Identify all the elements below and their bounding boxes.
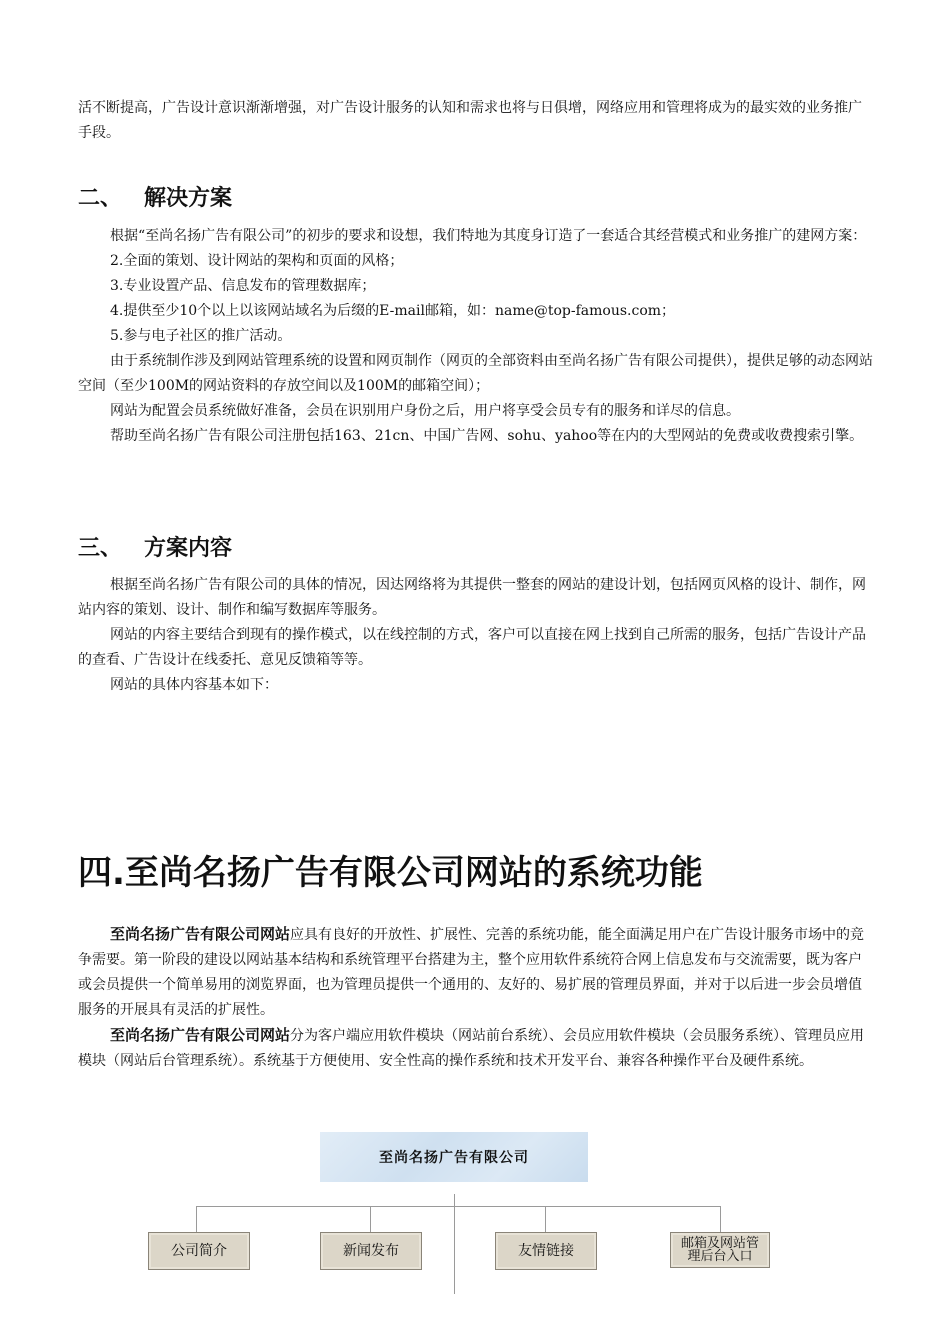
- section-2-number: 二、: [78, 186, 123, 211]
- connector-line: [454, 1194, 455, 1294]
- list-item: 3.专业设置产品、信息发布的管理数据库；: [110, 278, 376, 294]
- diagram-node-news: 新闻发布: [320, 1232, 422, 1270]
- intro-section: [78, 96, 873, 146]
- paragraph: [78, 922, 873, 1023]
- paragraph-text: 应具有良好的开放性、扩展性、完善的系统功能，能全面满足用户在广告设计服务市场中的竞争需要。第一阶段的建设以网站基本结构和系统管理平台搭建为主，整个应用软件系统符合网上信息发布与交流需要，既为客户或会员提供一个简单易用的浏览界面，也为管理员提供一个通用的、友好的、易扩展的管理员界面，并对于以后进一步会员增值服务的开展具有灵活的扩展性。: [78, 927, 865, 1018]
- connector-line: [545, 1206, 546, 1232]
- section-3-heading: [78, 534, 232, 564]
- list-item: 5.参与电子社区的推广活动。: [110, 328, 292, 344]
- section-3-title: 方案内容: [144, 536, 233, 561]
- paragraph: [78, 1023, 873, 1074]
- connector-line: [196, 1206, 197, 1232]
- paragraph: 网站的内容主要结合到现有的操作模式，以在线控制的方式，客户可以直接在网上找到自己所需的服务，包括广告设计产品的查看、广告设计在线委托、意见反馈箱等等。: [78, 627, 866, 668]
- paragraph: 网站的具体内容基本如下：: [110, 677, 278, 693]
- site-name-strong: 至尚名扬广告有限公司网站: [110, 925, 291, 943]
- diagram-node-company-intro: 公司简介: [148, 1232, 250, 1270]
- paragraph-text: 分为客户端应用软件模块（网站前台系统）、会员应用软件模块（会员服务系统）、管理员应用模块（网站后台管理系统）。系统基于方便使用、安全性高的操作系统和技术开发平台、兼容各种操作平台及硬件系统。: [78, 1028, 865, 1069]
- site-structure-diagram: [0, 1120, 950, 1330]
- paragraph: 根据至尚名扬广告有限公司的具体的情况，因达网络将为其提供一整套的网站的建设计划，包括网页风格的设计、制作，网站内容的策划、设计、制作和编写数据库等服务。: [78, 577, 866, 618]
- section-3-body: [78, 573, 873, 698]
- paragraph: 根据“至尚名扬广告有限公司”的初步的要求和设想，我们特地为其度身订造了一套适合其经营模式和业务推广的建网方案：: [110, 228, 867, 244]
- section-4-body: [78, 922, 873, 1074]
- connector-line: [370, 1206, 371, 1232]
- section-2-body: [78, 224, 873, 449]
- paragraph: 网站为配置会员系统做好准备，会员在识别用户身份之后，用户将享受会员专有的服务和详尽的信息。: [110, 403, 740, 419]
- list-item: 2.全面的策划、设计网站的架构和页面的风格；: [110, 253, 404, 269]
- section-2-title: 解决方案: [144, 186, 233, 211]
- diagram-node-links: 友情链接: [495, 1232, 597, 1270]
- paragraph: 由于系统制作涉及到网站管理系统的设置和网页制作（网页的全部资料由至尚名扬广告有限公司提供），提供足够的动态网站空间（至少100M的网站资料的存放空间以及100M的邮箱空间）；: [78, 353, 873, 394]
- section-4-heading: 四.至尚名扬广告有限公司网站的系统功能: [78, 853, 703, 893]
- section-3-number: 三、: [78, 536, 123, 561]
- section-2-heading: [78, 184, 232, 214]
- site-name-strong: 至尚名扬广告有限公司网站: [110, 1026, 291, 1044]
- intro-paragraph: 活不断提高，广告设计意识渐渐增强，对广告设计服务的认知和需求也将与日俱增，网络应用和管理将成为的最实效的业务推广手段。: [78, 100, 862, 141]
- diagram-node-admin-entry: 邮箱及网站管理后台入口: [670, 1232, 770, 1268]
- paragraph: 帮助至尚名扬广告有限公司注册包括163、21cn、中国广告网、sohu、yahoo等在内的大型网站的免费或收费搜索引擎。: [110, 428, 864, 444]
- connector-line: [720, 1206, 721, 1232]
- diagram-root-node: 至尚名扬广告有限公司: [320, 1132, 588, 1182]
- list-item: 4.提供至少10个以上以该网站域名为后缀的E-mail邮箱，如：name@top-famous.com；: [110, 303, 676, 319]
- connector-line: [196, 1206, 720, 1207]
